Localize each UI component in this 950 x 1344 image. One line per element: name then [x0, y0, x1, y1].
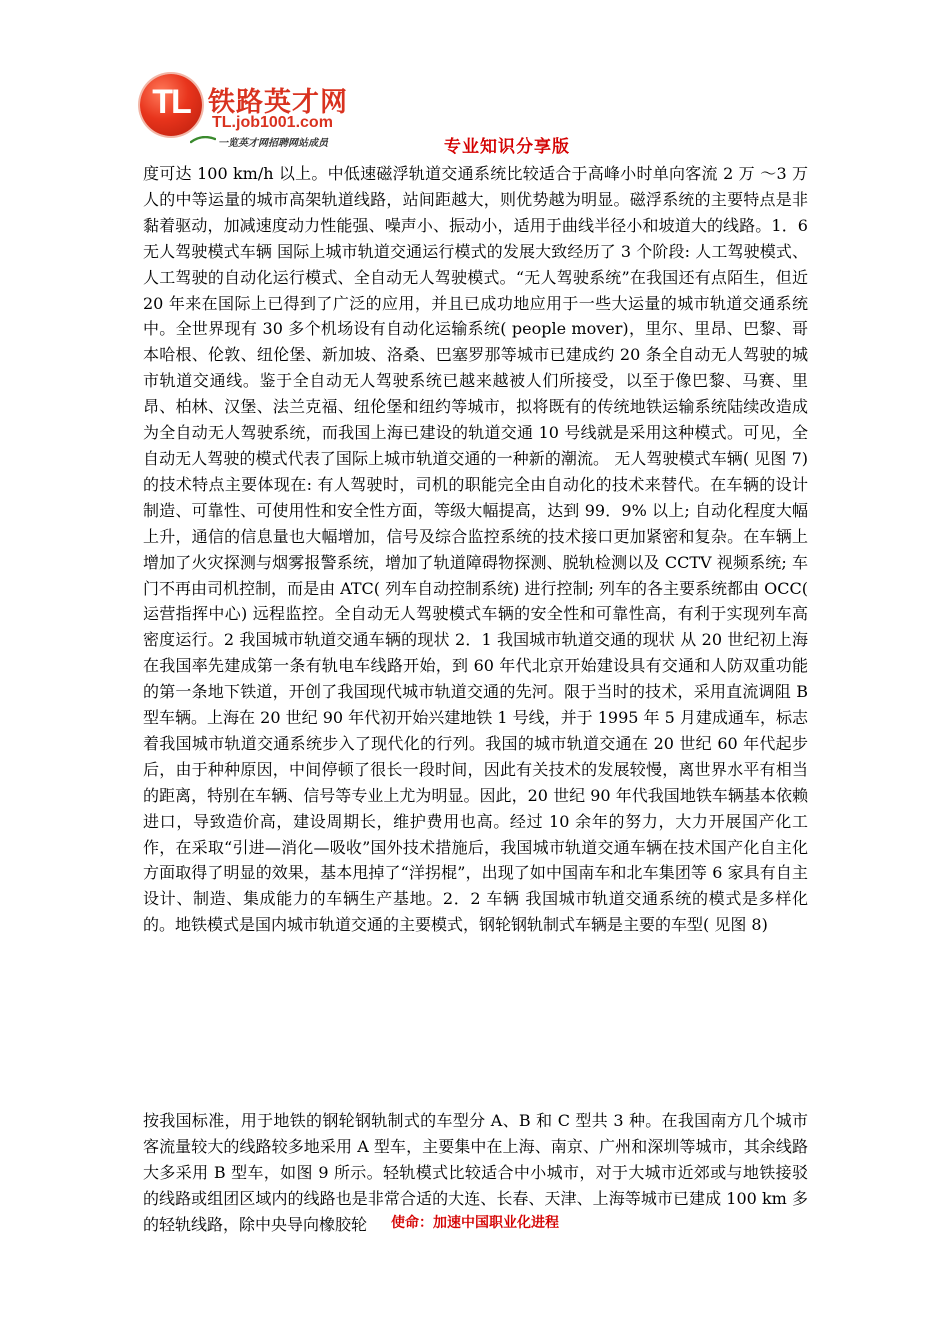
logo-site-name: 铁路英才网 — [208, 87, 348, 118]
logo-slogan: 一览英才网招聘网站成员 — [218, 138, 328, 149]
swoosh-icon — [190, 136, 216, 144]
body-paragraph-1: 度可达 100 km/h 以上。中低速磁浮轨道交通系统比较适合于高峰小时单向客流 2 万 ～3 万人的中等运量的城市高架轨道线路，站间距越大，则优势越为明显。磁浮系统的主要特点是非黏着驱动，加减速度动力性能强、噪声小、振动小，适用于曲线半径小和坡道大的线路。1．6 无人驾驶模式车辆 国际上城市轨道交通运行模式的发展大致经历了 3 个阶段: 人工驾驶模式、人工驾驶的自动化运行模式、全自动无人驾驶模式。“无人驾驶系统”在我国还有点陌生，但近 20 年来在国际上已得到了广泛的应用，并且已成功地应用于一些大运量的城市轨道交通系统中。全世界现有 30 多个机场设有自动化运输系统( people mover)，里尔、里昂、巴黎、哥本哈根、伦敦、纽伦堡、新加坡、洛桑、巴塞罗那等城市已建成约 20 条全自动无人驾驶的城市轨道交通线。鉴于全自动无人驾驶系统已越来越被人们所接受，以至于像巴黎、马赛、里昂、柏林、汉堡、法兰克福、纽伦堡和纽约等城市，拟将既有的传统地铁运输系统陆续改造成为全自动无人驾驶系统，而我国上海已建设的轨道交通 10 号线就是采用这种模式。可见，全自动无人驾驶的模式代表了国际上城市轨道交通的一种新的潮流。 无人驾驶模式车辆( 见图 7) 的技术特点主要体现在: 有人驾驶时，司机的职能完全由自动化的技术来替代。在车辆的设计制造、可靠性、可使用性和安全性方面，等级大幅提高，达到 99．9% 以上; 自动化程度大幅上升，通信的信息量也大幅增加，信号及综合监控系统的技术接口更加紧密和复杂。在车辆上增加了火灾探测与烟雾报警系统，增加了轨道障碍物探测、脱轨检测以及 CCTV 视频系统; 车门不再由司机控制，而是由 ATC( 列车自动控制系统) 进行控制; 列车的各主要系统都由 OCC( 运营指挥中心) 远程监控。全自动无人驾驶模式车辆的安全性和可靠性高，有利于实现列车高密度运行。2 我国城市轨道交通车辆的现状 2．1 我国城市轨道交通的现状 从 20 世纪初上海在我国率先建成第一条有轨电车线路开始，到 60 年代北京开始建设具有交通和人防双重功能的第一条地下铁道，开创了我国现代城市轨道交通的先河。限于当时的技术，采用直流调阻 B 型车辆。上海在 20 世纪 90 年代初开始兴建地铁 1 号线，并于 1995 年 5 月建成通车，标志着我国城市轨道交通系统步入了现代化的行列。我国的城市轨道交通在 20 世纪 60 年代起步后，由于种种原因，中间停顿了很长一段时间，因此有关技术的发展较慢，离世界水平有相当的距离，特别在车辆、信号等专业上尤为明显。因此，20 世纪 90 年代我国地铁车辆基本依赖进口，导致造价高，建设周期长，维护费用也高。经过 10 余年的努力，大力开展国产化工作，在采取“引进—消化—吸收”国外技术措施后，我国城市轨道交通车辆在技术国产化自主化方面取得了明显的效果，基本甩掉了“洋拐棍”，出现了如中国南车和北车集团等 6 家具有自主设计、制造、集成能力的车辆生产基地。2．2 车辆 我国城市轨道交通系统的模式是多样化的。地铁模式是国内城市轨道交通的主要模式，钢轮钢轨制式车辆是主要的车型( 见图 8) — [143, 164, 808, 935]
page-header-title: 专业知识分享版 — [444, 137, 570, 157]
logo-mark: TL — [152, 83, 190, 121]
body-paragraph-2: 按我国标准，用于地铁的钢轮钢轨制式的车型分 A、B 和 C 型共 3 种。在我国南方几个城市客流量较大的线路较多地采用 A 型车，主要集中在上海、南京、广州和深圳等城市，其余线路大多采用 B 型车，如图 9 所示。轻轨模式比较适合中小城市，对于大城市近郊或与地铁接驳的线路或组团区域内的线路也是非常合适的大连、长春、天津、上海等城市已建成 100 km 多的轻轨线路，除中央导向橡胶轮 — [143, 1111, 808, 1234]
footer-slogan: 使命：加速中国职业化进程 — [391, 1215, 559, 1231]
site-logo[interactable] — [140, 70, 380, 150]
logo-site-url: TL.job1001.com — [212, 114, 333, 131]
